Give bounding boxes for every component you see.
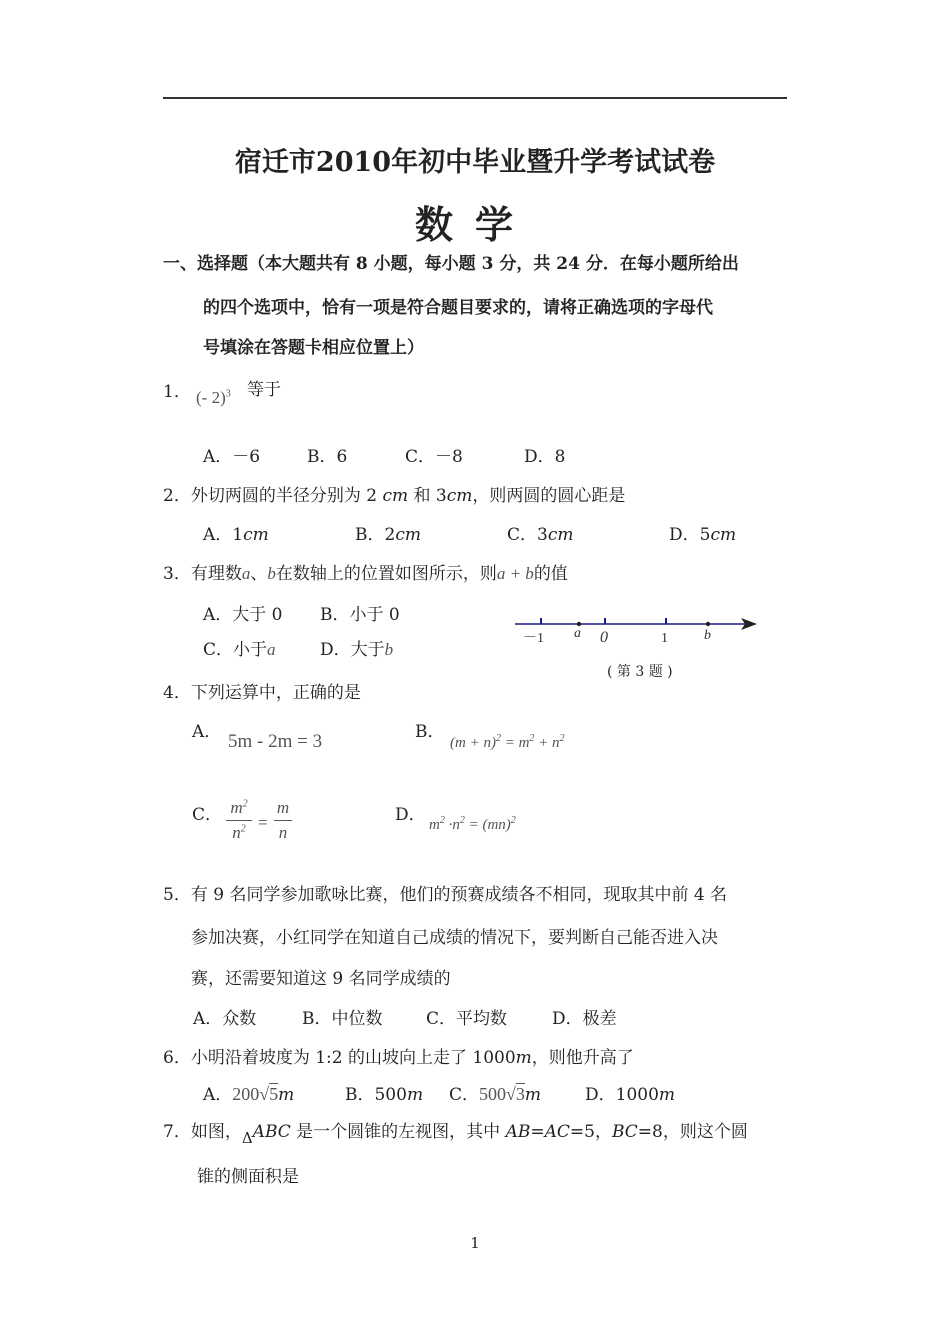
q6-question: 6．小明沿着坡度为 1:2 的山坡向上走了 1000m，则他升高了 [163, 1048, 634, 1068]
q4-option-c-rhs-fraction: m n [274, 798, 292, 843]
q7-question-line1: 7．如图，ΔABC 是一个圆锥的左视图，其中 AB=AC=5，BC=8，则这个圆 [163, 1122, 748, 1147]
q2-option-a: A．1cm [203, 525, 269, 545]
q3-option-c: C．小于a [203, 640, 276, 660]
q6-option-d: D．1000m [585, 1085, 676, 1105]
q3-number-line [505, 605, 765, 655]
label-one: 1 [661, 631, 668, 646]
q1-option-a: A．－6 [203, 447, 261, 467]
q4-option-d-expr: $m^2 \cdot n^2 = (mn)^2$ [429, 815, 516, 833]
label-zero: 0 [600, 629, 608, 646]
q4-option-d-label: D． [395, 805, 426, 825]
q5-option-c: C．平均数 [426, 1009, 508, 1029]
q3-option-a: A．大于 0 [203, 605, 283, 625]
q6-option-a: A．200√5m [203, 1084, 295, 1105]
q4-option-a-label: A． [192, 722, 222, 742]
header-rule [163, 97, 787, 99]
section-heading-line2: 的四个选项中，恰有一项是符合题目要求的，请将正确选项的字母代 [203, 298, 713, 318]
q1-option-d: D．8 [524, 447, 566, 467]
q4-option-c-label: C． [192, 805, 223, 825]
q2-option-c: C．3cm [507, 525, 574, 545]
q6-option-b: B．500m [345, 1085, 424, 1105]
q3-question: 3．有理数a、b在数轴上的位置如图所示，则a + b的值 [163, 564, 568, 584]
q4-option-c-lhs-fraction: $m^2$ $n^2$ [226, 798, 252, 843]
q4-option-b-expr: $(m + n)^2 = m^2 + n^2$ [450, 733, 565, 751]
exam-title: 宿迁市2010年初中毕业暨升学考试试卷 [234, 147, 716, 178]
q2-option-d: D．5cm [669, 525, 737, 545]
q1-text: 等于 [247, 380, 281, 400]
subject-title: 数学 [414, 202, 535, 247]
q7-question-line2: 锥的侧面积是 [197, 1167, 299, 1187]
q4-question: 4．下列运算中，正确的是 [163, 683, 361, 703]
q3-option-d: D．大于b [320, 640, 394, 660]
page-number: 1 [470, 1234, 480, 1252]
q5-option-d: D．极差 [552, 1009, 617, 1029]
q6-option-c: C．500√3m [449, 1084, 542, 1105]
point-b [706, 622, 710, 626]
q4-option-a-expr: 5m - 2m = 3 [228, 731, 323, 752]
q2-question: 2．外切两圆的半径分别为 2 cm 和 3cm，则两圆的圆心距是 [163, 486, 626, 506]
q1-option-c: C．－8 [405, 447, 463, 467]
q1-number: 1． [163, 382, 191, 402]
q3-figure-caption: ( 第 3 题 ) [607, 664, 673, 680]
q5-option-a: A．众数 [193, 1009, 257, 1029]
section-heading-line1: 一、选择题（本大题共有 8 小题，每小题 3 分，共 24 分．在每小题所给出 [163, 254, 739, 274]
label-a: a [574, 626, 581, 641]
q1-option-b: B．6 [307, 447, 348, 467]
q5-option-b: B．中位数 [302, 1009, 383, 1029]
q5-line1: 5．有 9 名同学参加歌咏比赛，他们的预赛成绩各不相同，现取其中前 4 名 [163, 885, 728, 905]
label-minus-one: －1 [523, 631, 544, 646]
q5-line2: 参加决赛，小红同学在知道自己成绩的情况下，要判断自己能否进入决 [191, 928, 718, 948]
q5-line3: 赛，还需要知道这 9 名同学成绩的 [191, 969, 451, 989]
q4-option-c-equals: = [258, 813, 268, 832]
section-heading-line3: 号填涂在答题卡相应位置上） [203, 338, 424, 358]
q2-option-b: B．2cm [355, 525, 421, 545]
label-b: b [704, 628, 711, 643]
q4-option-b-label: B． [415, 722, 445, 742]
q3-option-b: B．小于 0 [320, 605, 400, 625]
q1-expression: (- 2)$^3$ [196, 388, 231, 407]
